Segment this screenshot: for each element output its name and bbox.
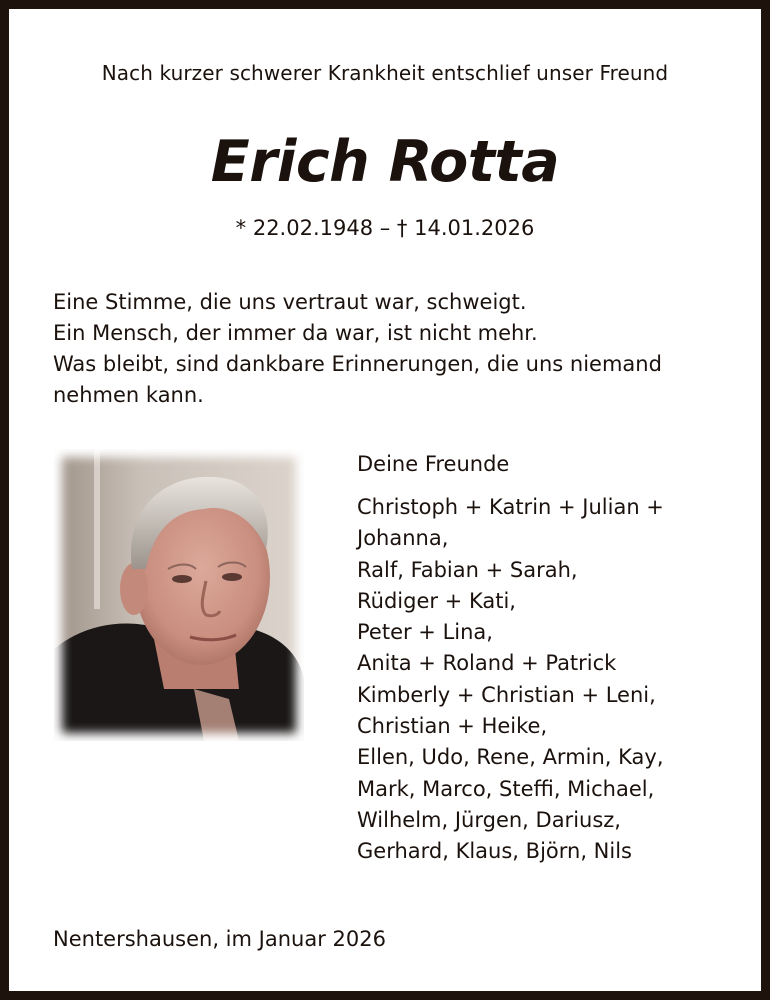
- intro-text: Nach kurzer schwerer Krankheit entschlief unser Freund: [101, 61, 669, 85]
- poem-line: nehmen kann.: [53, 383, 204, 407]
- poem-line: Ein Mensch, der immer da war, ist nicht mehr.: [53, 321, 538, 345]
- friends-line: Kimberly + Christian + Leni,: [357, 682, 656, 707]
- poem-line: Eine Stimme, die uns vertraut war, schweigt.: [53, 290, 527, 314]
- friends-list: [357, 492, 747, 868]
- friends-line: Mark, Marco, Steffi, Michael,: [357, 776, 655, 801]
- friends-line: Johanna,: [357, 526, 449, 551]
- deceased-name: Erich Rotta: [210, 129, 560, 195]
- friends-line: Christoph + Katrin + Julian +: [357, 495, 664, 519]
- friends-line: Ellen, Udo, Rene, Armin, Kay,: [357, 745, 664, 770]
- life-dates: * 22.02.1948 – † 14.01.2026: [235, 216, 535, 240]
- mourners-block: [357, 452, 747, 868]
- friends-line: Ralf, Fabian + Sarah,: [357, 557, 578, 582]
- friends-line: Peter + Lina,: [357, 620, 493, 645]
- portrait-image: [54, 449, 304, 741]
- friends-line: Anita + Roland + Patrick: [357, 651, 617, 676]
- poem-line: Was bleibt, sind dankbare Erinnerungen, die uns niemand: [53, 352, 662, 376]
- friends-greeting: Deine Freunde: [357, 452, 510, 476]
- memorial-poem: [53, 287, 743, 411]
- portrait-photo: [54, 449, 304, 741]
- place-and-date: Nentershausen, im Januar 2026: [53, 927, 386, 951]
- friends-line: Rüdiger + Kati,: [357, 588, 516, 613]
- friends-line: Christian + Heike,: [357, 714, 548, 739]
- friends-line: Gerhard, Klaus, Björn, Nils: [357, 839, 632, 864]
- friends-line: Wilhelm, Jürgen, Dariusz,: [357, 807, 621, 832]
